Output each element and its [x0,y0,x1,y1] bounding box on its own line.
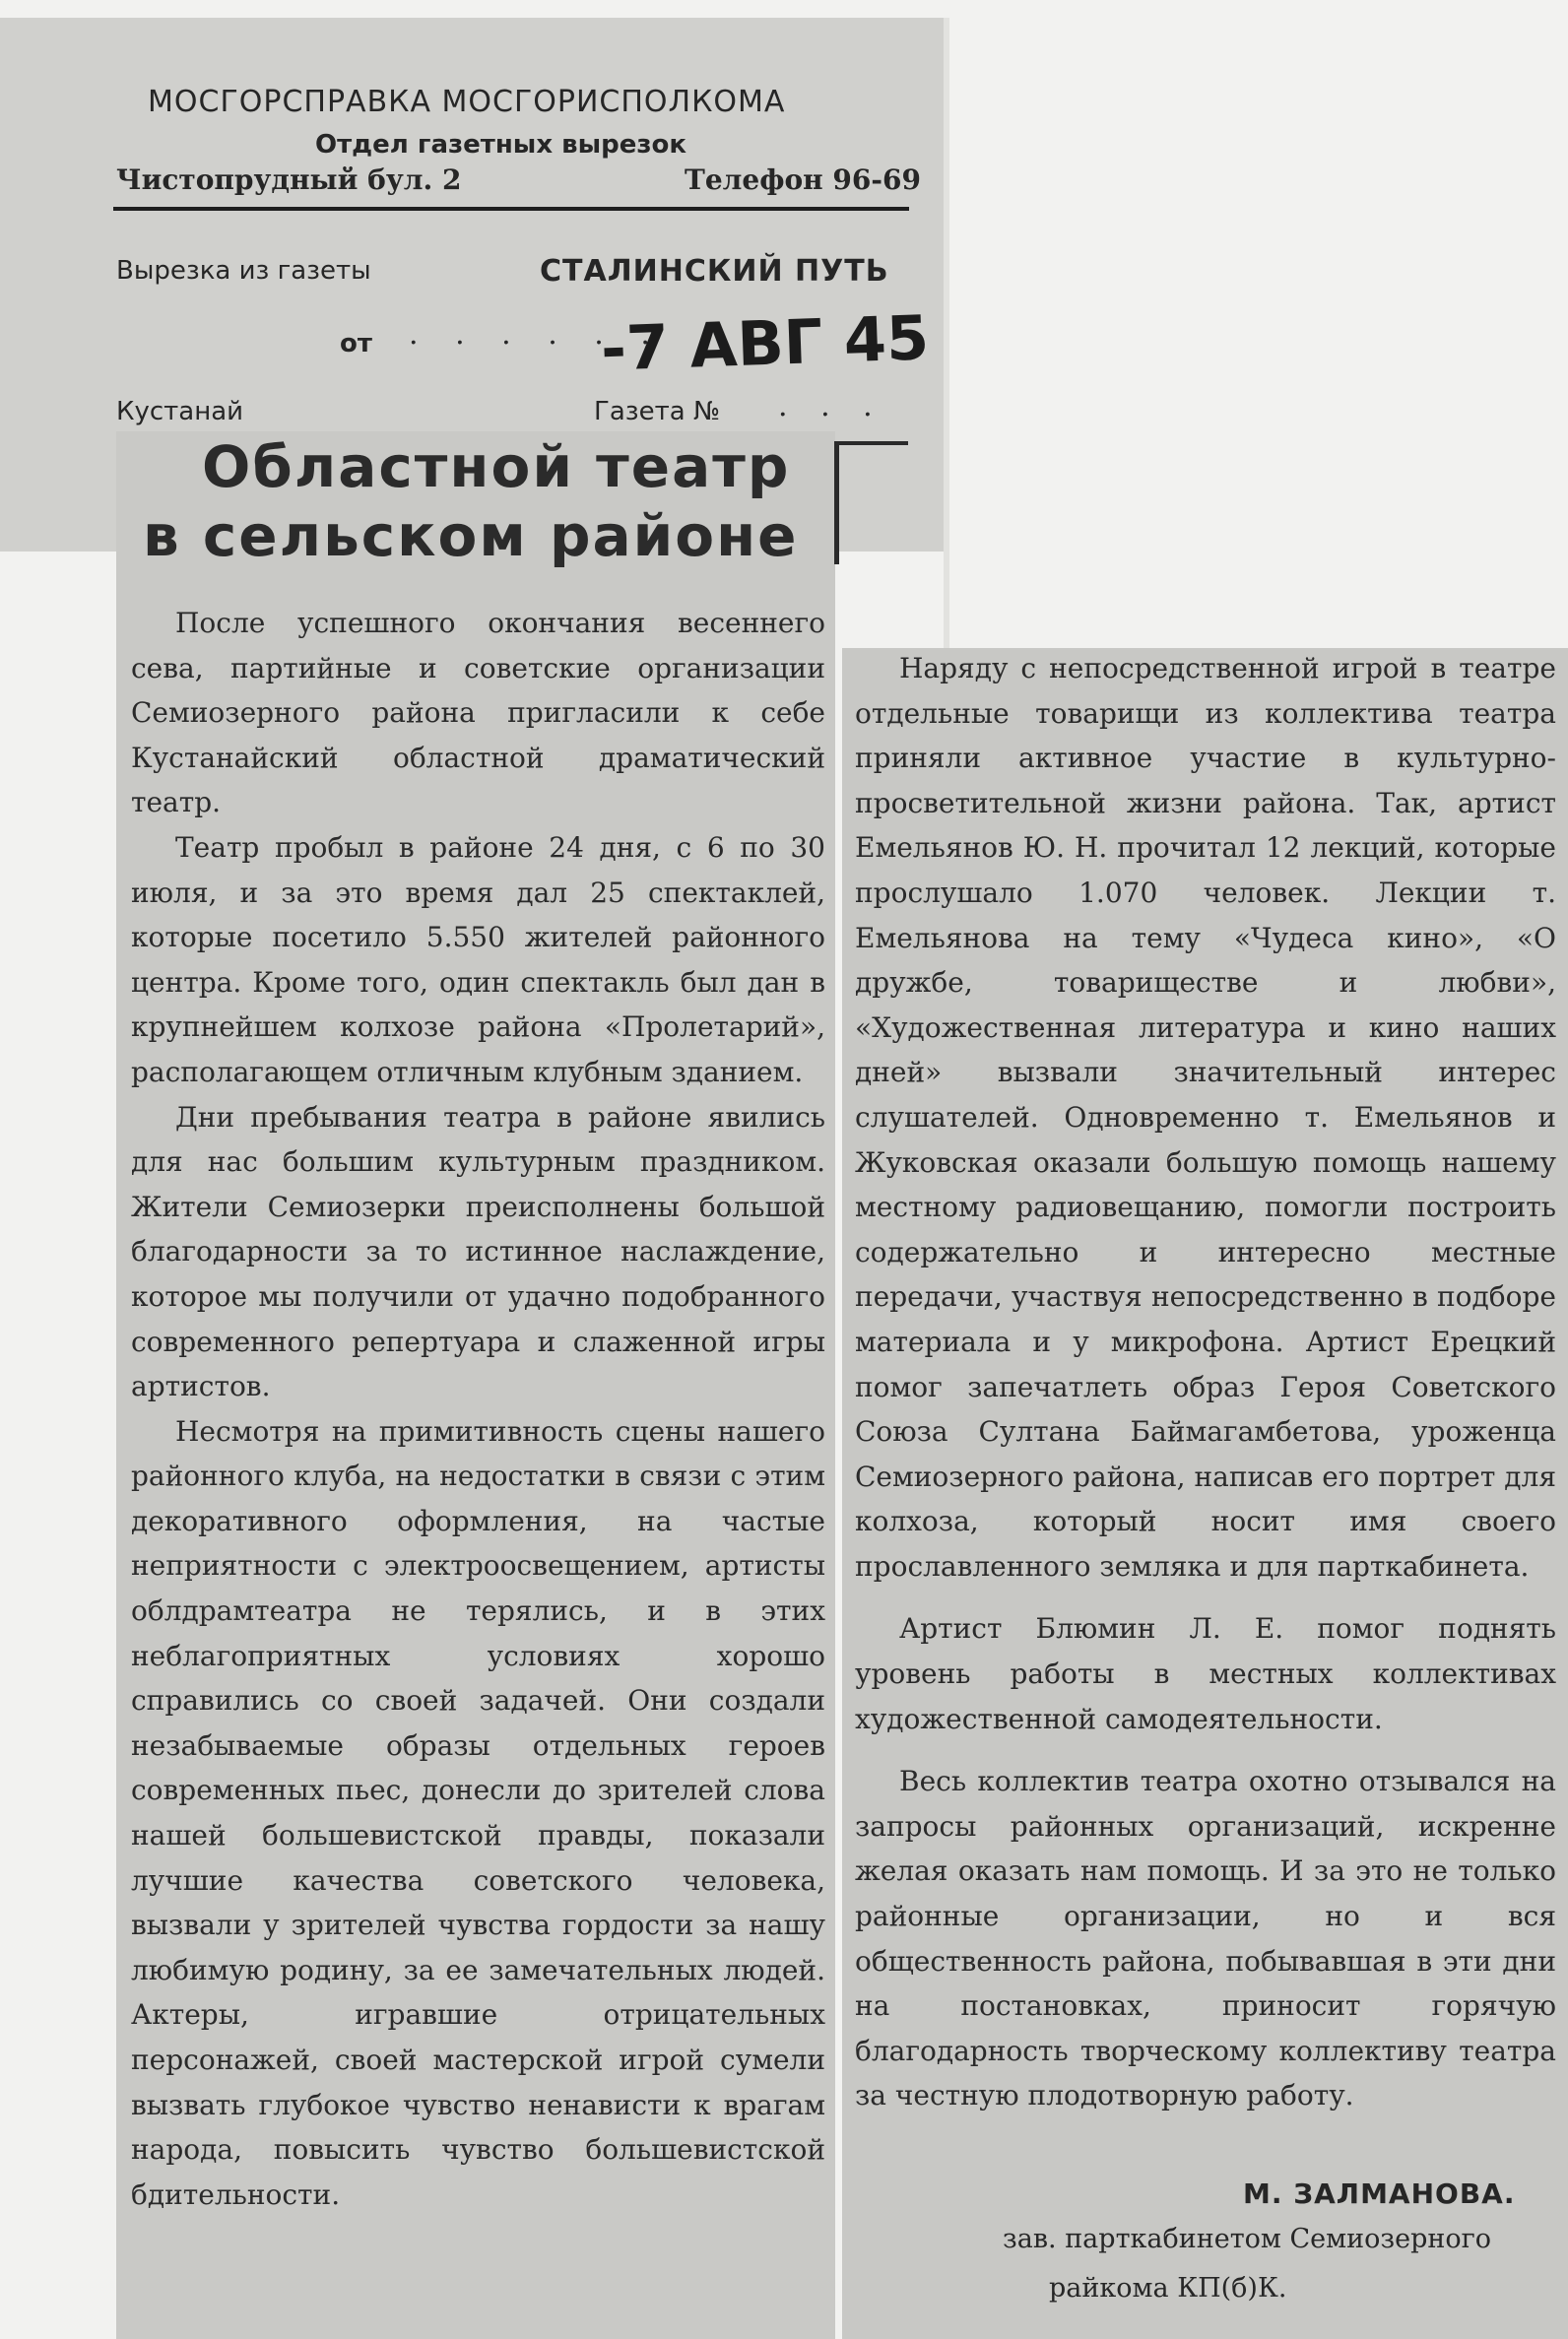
paragraph: После успешного окончания весеннего сева, партийные и советские организации Семиозерного района пригласили к себе Кустанайский областной драматический театр. [131,607,825,819]
agency-address: Чистопрудный бул. 2 [116,163,462,196]
paragraph: Наряду с непосредственной игрой в театре отдельные товарищи из коллектива театра приняли активное участие в культурно-просветительной жизни района. Так, артист Емельянов Ю. Н. прочитал 12 лекций, которые прослушало 1.070 человек. Лекции т. Емельянова на тему «Чудеса кино», «О дружбе, товариществе и любви», «Художественная литература и кино наших дней» вызвали значительный интерес слушателей. Одновременно т. Емельянов и Жуковская оказали большую помощь нашему местному радиовещанию, помогли построить содержательно и интересно местные передачи, участвуя непосредственно в подборе материала и у микрофона. Артист Ерецкий помог запечатлеть образ Героя Советского Союза Султана Баймагамбетова, уроженца Семиозерного района, написав его портрет для колхоза, который носит имя своего прославленного земляка и для парткабинета. [855,652,1556,1583]
column-divider [834,441,839,564]
issue-number-label: Газета № [594,397,720,426]
paragraph: Несмотря на примитивность сцены нашего районного клуба, на недостатки в связи с этим декоративного оформления, на частые неприятности с электроосвещением, артисты облдрамтеатра не терялись, и в этих неблагоприятных условиях хорошо справились со своей задачей. Они создали незабываемые образы отдельных героев современных пьес, донесли до зрителей слова нашей большевистской правды, показали лучшие качества советского человека, вызвали у зрителей чувства гордости за нашу любимую родину, за ее замечательных людей. Актеры, игравшие отрицательных персонажей, своей мастерской игрой сумели вызвать глубокое чувство ненависти к врагам народа, повысить чувство большевистской бдительности. [131,1414,825,2211]
header-divider [113,207,909,211]
newspaper-name: СТАЛИНСКИЙ ПУТЬ [540,254,889,289]
paragraph: Театр пробыл в районе 24 дня, с 6 по 30 июля, и за это время дал 25 спектаклей, которые посетило 5.550 жителей районного центра. Кроме того, один спектакль был дан в крупнейшем колхозе района «Пролетарий», располагающем отличным клубным зданием. [131,830,825,1088]
author-organization: райкома КП(б)К. [1049,2273,1287,2304]
paragraph: Весь коллектив театра охотно отзывался на запросы районных организаций, искренне желая оказать нам помощь. И за это не только районные организации, но и вся общественность района, побывавшая в эти дни на постановках, приносит горячую благодарность творческому коллективу театра за честную плодотворную работу. [855,1765,1556,2112]
headline-line-2: в сельском районе [143,502,799,569]
date-label: от [340,329,372,358]
paragraph: Дни пребывания театра в районе явились для нас большим культурным праздником. Жители Семиозерки преисполнены большой благодарности за то истинное наслаждение, которое мы получили от удачно подобранного современного репертуара и слаженной игры артистов. [131,1100,825,1403]
author-name: М. ЗАЛМАНОВА. [1243,2177,1516,2210]
article-body-left [131,601,825,2217]
date-stamp: -7 АВГ 45 [599,301,931,385]
article-body-right [855,646,1556,2118]
city-name: Кустанай [116,397,244,426]
headline-line-1: Областной театр [202,433,791,500]
issue-number-dots: . . . [778,389,884,423]
author-position: зав. парткабинетом Семиозерного [1003,2224,1492,2254]
clipping-label: Вырезка из газеты [116,256,371,286]
date-dots: . . . . . . [409,317,664,352]
slip-edge [944,18,949,648]
agency-name: МОСГОРСПРАВКА МОСГОРИСПОЛКОМА [148,85,786,119]
paragraph: Артист Блюмин Л. Е. помог поднять уровень работы в местных коллективах художественной самодеятельности. [855,1612,1556,1735]
agency-phone: Телефон 96-69 [685,163,921,196]
corner-rule [839,441,908,445]
department-name: Отдел газетных вырезок [315,130,686,160]
